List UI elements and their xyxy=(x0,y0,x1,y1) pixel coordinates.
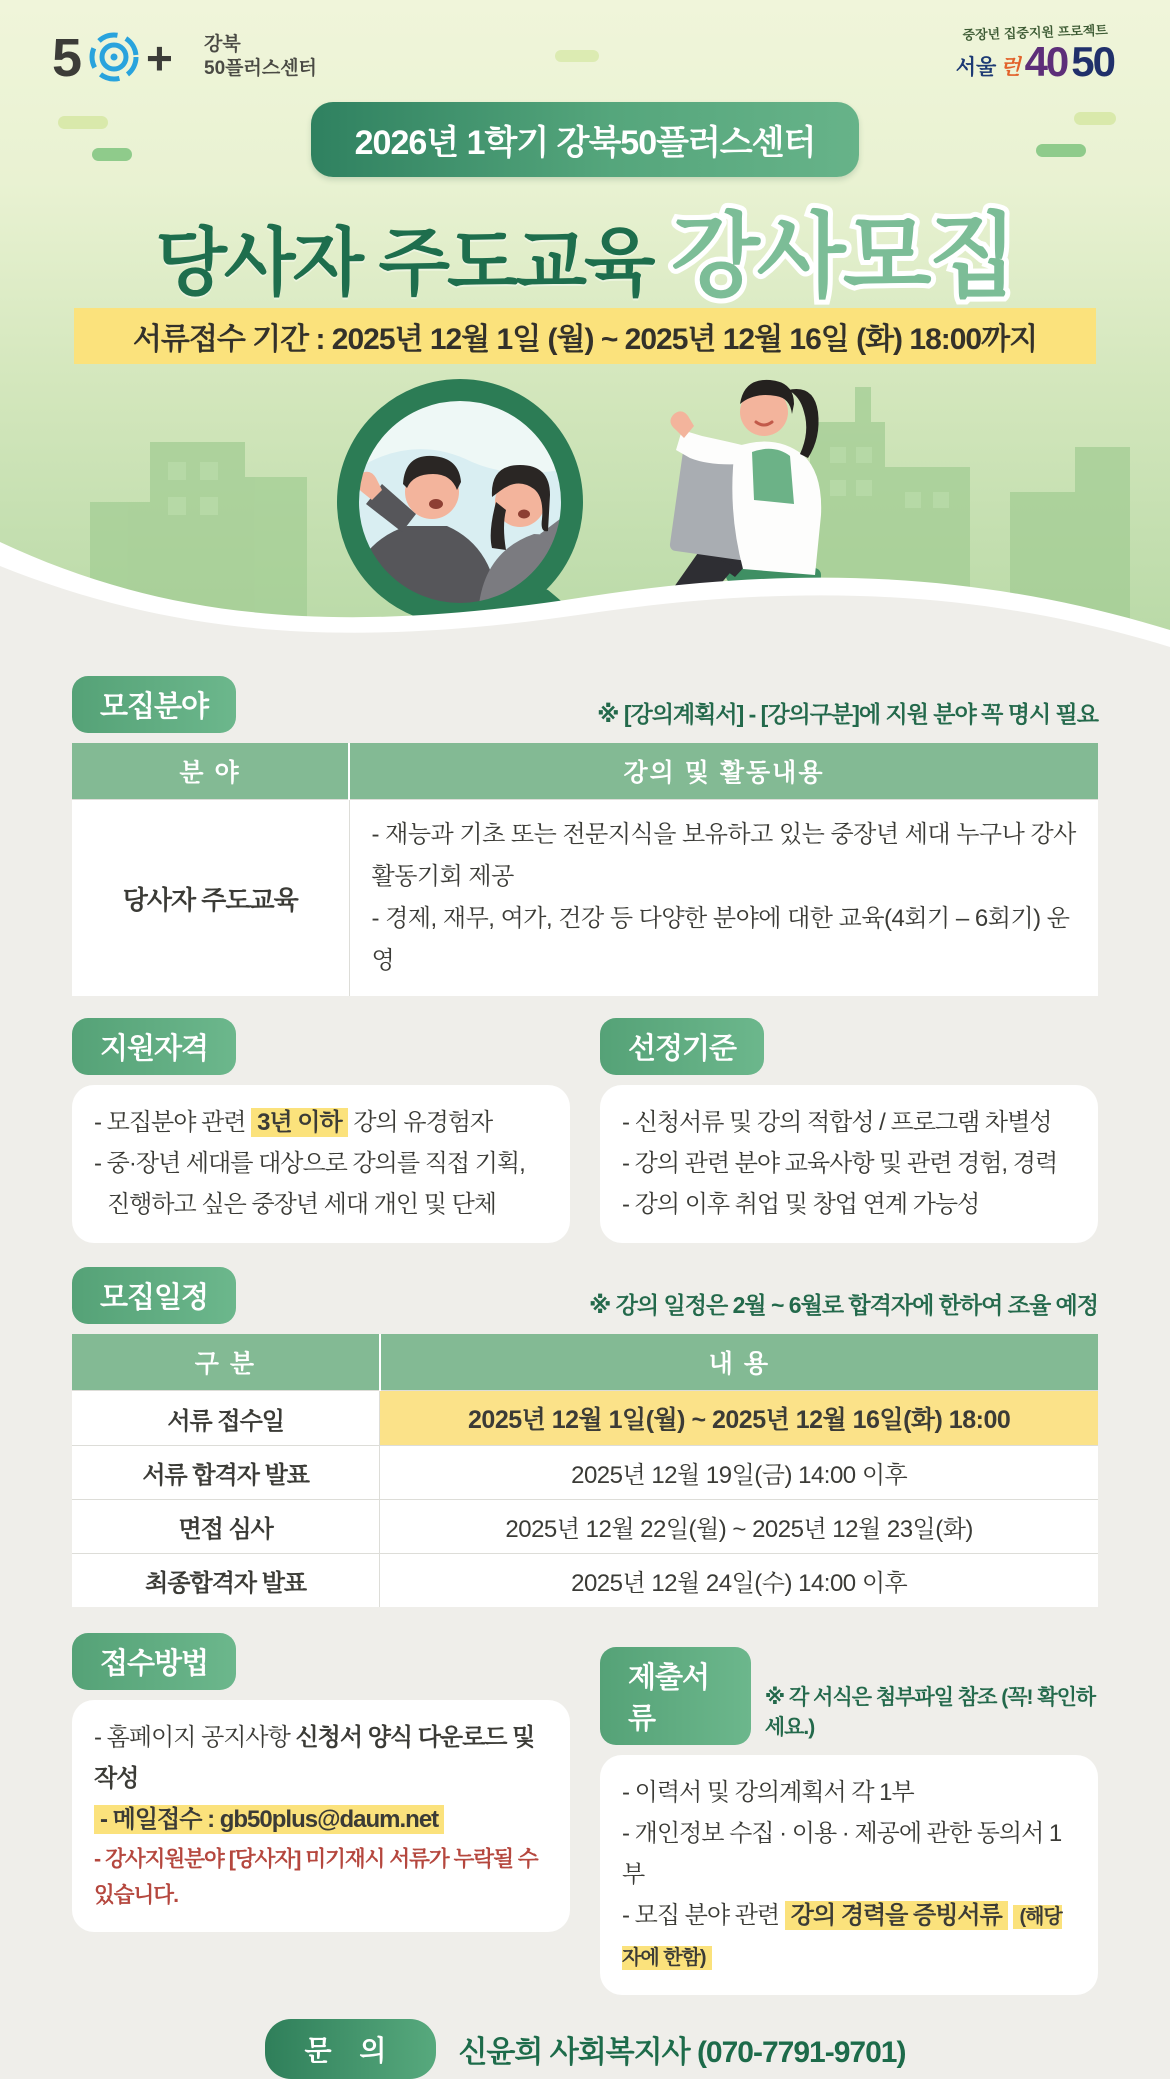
apply-warning: - 강사지원분야 [당사자] 미기재시 서류가 누락될 수 있습니다. xyxy=(94,1846,538,1908)
col-header-category: 구 분 xyxy=(72,1334,380,1391)
title-accent: 강사모집 xyxy=(670,206,1015,308)
contact-footer xyxy=(72,2019,1098,2079)
criteria-box xyxy=(600,1085,1098,1243)
section-badge-documents: 제출서류 xyxy=(600,1647,751,1745)
schedule-value-highlighted: 2025년 12월 1일(월) ~ 2025년 12월 16일(화) 18:00 xyxy=(380,1391,1098,1446)
logo-tagline: 중장년 집중지원 프로젝트 xyxy=(961,22,1108,43)
schedule-value: 2025년 12월 19일(금) 14:00 이후 xyxy=(380,1446,1098,1500)
qualification-line: - 중·장년 세대를 대상으로 강의를 직접 기획, xyxy=(94,1149,525,1177)
qualification-line: - 모집분야 관련 3년 이하 강의 유경험자 xyxy=(94,1109,493,1136)
schedule-note: ※ 강의 일정은 2월 ~ 6월로 합격자에 한하여 조율 예정 xyxy=(588,1292,1098,1319)
section-badge-schedule: 모집일정 xyxy=(72,1267,236,1324)
table-row xyxy=(72,1500,1098,1554)
schedule-label: 최종합격자 발표 xyxy=(72,1554,380,1608)
svg-text:+: + xyxy=(146,32,173,84)
logo-seoul: 서울 xyxy=(955,55,997,79)
application-period-bar: 서류접수 기간 : 2025년 12월 1일 (월) ~ 2025년 12월 16일 (화) 18:00까지 xyxy=(74,308,1096,364)
logo-40: 40 xyxy=(1024,38,1068,85)
schedule-table xyxy=(72,1334,1098,1607)
semester-badge: 2026년 1학기 강북50플러스센터 xyxy=(311,102,860,177)
title-main: 당사자 주도교육 xyxy=(155,221,653,304)
decor-dash xyxy=(555,50,599,62)
table-row xyxy=(72,1446,1098,1500)
main-content xyxy=(0,652,1170,2079)
email-highlight: - 메일접수 : gb50plus@daum.net xyxy=(94,1805,444,1834)
criteria-item: - 강의 관련 분야 교육사항 및 관련 경험, 경력 xyxy=(622,1149,1058,1177)
criteria-item: - 신청서류 및 강의 적합성 / 프로그램 차별성 xyxy=(622,1109,1052,1136)
hero-section xyxy=(0,0,1170,652)
schedule-label: 서류 합격자 발표 xyxy=(72,1446,380,1500)
apply-line: - 홈페이지 공지사항 신청서 양식 다운로드 및 작성 xyxy=(94,1724,535,1793)
logo-50: 50 xyxy=(1071,38,1114,85)
table-row xyxy=(72,1391,1098,1446)
field-detail-cell xyxy=(349,800,1098,997)
field-name-cell: 당사자 주도교육 xyxy=(72,800,349,997)
hero-illustration xyxy=(0,352,1170,652)
documents-box xyxy=(600,1755,1098,1995)
schedule-label: 면접 심사 xyxy=(72,1500,380,1554)
documents-note: ※ 각 서식은 첨부파일 참조 (꼭! 확인하세요.) xyxy=(764,1686,1096,1740)
qualification-line: 진행하고 싶은 중장년 세대 개인 및 단체 xyxy=(107,1190,496,1218)
highlight-3-years: 3년 이하 xyxy=(251,1108,348,1137)
document-highlight: 강의 경력을 증빙서류 xyxy=(785,1901,1008,1930)
section-badge-qualification: 지원자격 xyxy=(72,1018,236,1075)
section-badge-apply-method: 접수방법 xyxy=(72,1633,236,1690)
col-header-detail: 내 용 xyxy=(380,1334,1098,1391)
apply-method-box xyxy=(72,1700,570,1931)
org-name xyxy=(204,33,317,81)
field-detail-line: - 재능과 기초 또는 전문지식을 보유하고 있는 중장년 세대 누구나 강사활동기회 제공 xyxy=(371,821,1076,890)
apply-email-line xyxy=(94,1800,548,1841)
schedule-value: 2025년 12월 24일(수) 14:00 이후 xyxy=(380,1554,1098,1608)
org-line2: 50플러스센터 xyxy=(204,58,317,79)
contact-info: 신윤희 사회복지사 (070-7791-9701) xyxy=(458,2036,906,2070)
org-line1: 강북 xyxy=(204,34,241,56)
document-item: - 개인정보 수집 · 이용 · 제공에 관한 동의서 1부 xyxy=(622,1820,1062,1888)
seoul-learn-4050-logo xyxy=(955,22,1114,85)
schedule-value: 2025년 12월 22일(월) ~ 2025년 12월 23일(화) xyxy=(380,1500,1098,1554)
inquiry-badge: 문 의 xyxy=(265,2019,437,2079)
50plus-logo-icon xyxy=(52,26,190,88)
table-row xyxy=(72,800,1098,997)
document-item: - 이력서 및 강의계획서 각 1부 xyxy=(622,1779,914,1807)
col-header-content: 강의 및 활동내용 xyxy=(349,743,1098,800)
recruit-field-note: ※ [강의계획서] - [강의구분]에 지원 분야 꼭 명시 필요 xyxy=(597,701,1098,727)
poster-title xyxy=(0,183,1170,315)
table-row xyxy=(72,1554,1098,1608)
section-badge-recruit-field: 모집분야 xyxy=(72,676,236,733)
schedule-label: 서류 접수일 xyxy=(72,1391,380,1446)
document-item: - 모집 분야 관련 강의 경력을 증빙서류 (해당자에 한함) xyxy=(622,1901,1062,1969)
section-badge-criteria: 선정기준 xyxy=(600,1018,764,1075)
svg-text:5: 5 xyxy=(52,28,83,88)
recruit-field-table xyxy=(72,743,1098,996)
field-detail-line: - 경제, 재무, 여가, 건강 등 다양한 분야에 대한 교육(4회기 – 6회기) 운영 xyxy=(371,905,1070,974)
logo-run: 런 xyxy=(1000,55,1021,79)
criteria-item: - 강의 이후 취업 및 창업 연계 가능성 xyxy=(622,1190,980,1218)
gangbuk-50plus-logo xyxy=(52,26,317,88)
col-header-field: 분 야 xyxy=(72,743,349,800)
qualification-box xyxy=(72,1085,570,1243)
